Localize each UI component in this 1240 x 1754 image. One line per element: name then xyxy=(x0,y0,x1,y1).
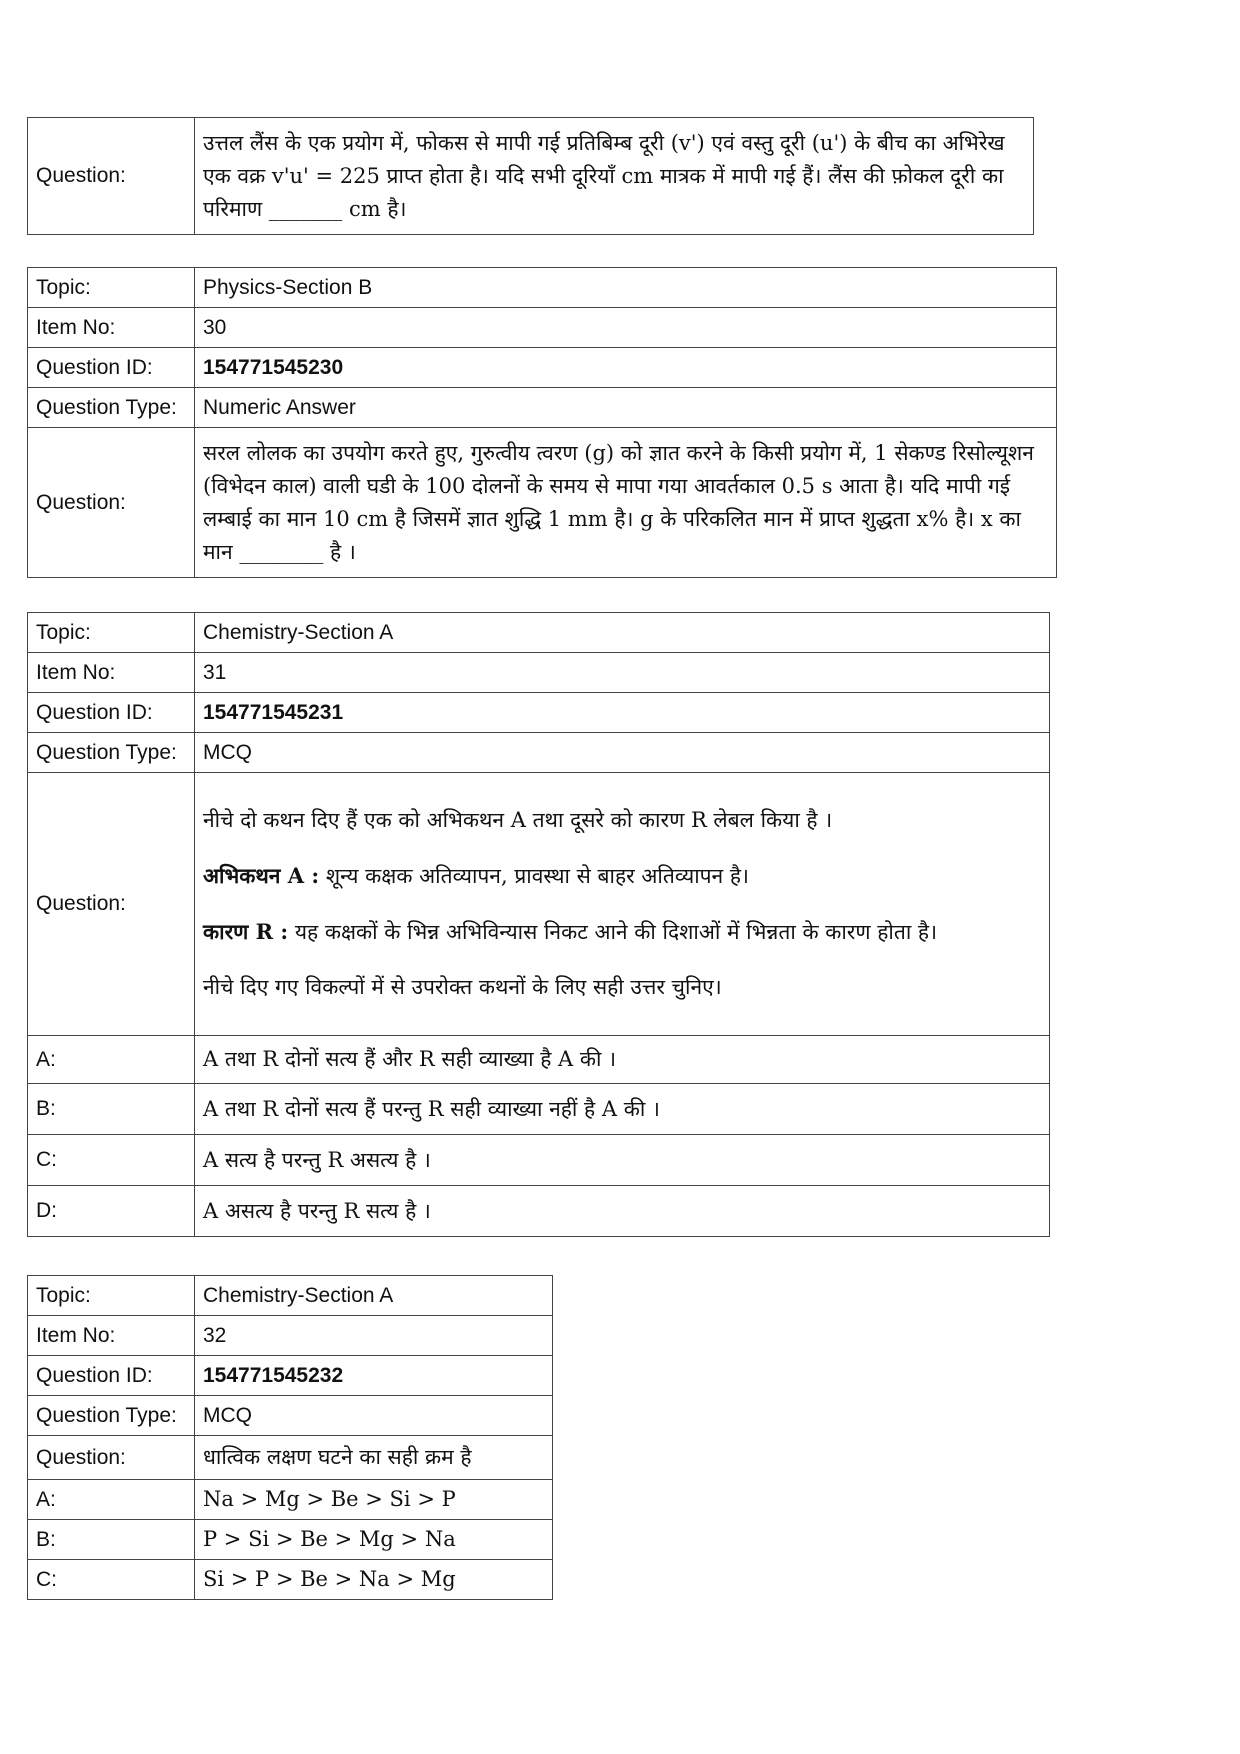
option-a-text: A तथा R दोनों सत्य हैं और R सही व्याख्या है A की । xyxy=(195,1036,1050,1084)
question-type-label: Question Type: xyxy=(28,733,195,773)
topic-row xyxy=(28,268,1057,308)
question-type-value: MCQ xyxy=(195,733,1050,773)
question-id-value: 154771545230 xyxy=(195,348,1057,388)
reason-text: यह कक्षकों के भिन्न अभिविन्यास निकट आने की दिशाओं में भिन्नता के कारण होता है। xyxy=(294,920,938,944)
question-id-label: Question ID: xyxy=(28,348,195,388)
question-label: Question: xyxy=(28,1436,195,1480)
topic-row xyxy=(28,1276,553,1316)
reason-label: कारण R : xyxy=(203,919,289,944)
question-type-row xyxy=(28,1396,553,1436)
question-id-row xyxy=(28,1356,553,1396)
topic-value: Physics-Section B xyxy=(195,268,1057,308)
option-b-text: A तथा R दोनों सत्य हैं परन्तु R सही व्याख्या नहीं है A की । xyxy=(195,1084,1050,1135)
question-id-row xyxy=(28,693,1050,733)
option-a-label: A: xyxy=(28,1480,195,1520)
topic-value: Chemistry-Section A xyxy=(195,613,1050,653)
question-type-row xyxy=(28,733,1050,773)
question-type-value: MCQ xyxy=(195,1396,553,1436)
question-id-label: Question ID: xyxy=(28,693,195,733)
item-no-value: 30 xyxy=(195,308,1057,348)
reason-statement xyxy=(203,915,1041,949)
item-no-label: Item No: xyxy=(28,653,195,693)
question-32-table xyxy=(27,1275,553,1600)
question-outro: नीचे दिए गए विकल्पों में से उपरोक्त कथनों के लिए सही उत्तर चुनिए। xyxy=(203,975,722,999)
question-text: उत्तल लैंस के एक प्रयोग में, फोकस से मापी गई प्रतिबिम्ब दूरी (v') एवं वस्तु दूरी (u') के बीच का अभिरेख एक वक्र v'u' = 225 प्राप्त होता है। यदि सभी दूरियाँ cm मात्रक में मापी गई हैं। लैंस की फ़ोकल दूरी का परिमाण _______ cm है। xyxy=(195,118,1034,235)
question-type-row xyxy=(28,388,1057,428)
option-a-row xyxy=(28,1480,553,1520)
option-c-row xyxy=(28,1560,553,1600)
option-a-label: A: xyxy=(28,1036,195,1084)
topic-label: Topic: xyxy=(28,613,195,653)
assertion-label: अभिकथन A : xyxy=(203,863,320,888)
question-intro: नीचे दो कथन दिए हैं एक को अभिकथन A तथा दूसरे को कारण R लेबल किया है । xyxy=(203,808,833,832)
question-row xyxy=(28,773,1050,1036)
option-b-label: B: xyxy=(28,1520,195,1560)
question-id-value: 154771545232 xyxy=(195,1356,553,1396)
assertion-statement xyxy=(203,859,1041,893)
question-id-label: Question ID: xyxy=(28,1356,195,1396)
item-no-row xyxy=(28,1316,553,1356)
question-id-row xyxy=(28,348,1057,388)
option-b-row xyxy=(28,1084,1050,1135)
question-30-table xyxy=(27,267,1057,578)
assertion-text: शून्य कक्षक अतिव्यापन, प्रावस्था से बाहर अतिव्यापन है। xyxy=(325,864,750,888)
option-b-label: B: xyxy=(28,1084,195,1135)
option-d-row xyxy=(28,1186,1050,1237)
question-label: Question: xyxy=(28,118,195,235)
question-31-table xyxy=(27,612,1050,1237)
question-text: सरल लोलक का उपयोग करते हुए, गुरुत्वीय त्वरण (g) को ज्ञात करने के किसी प्रयोग में, 1 सेकण्ड रिसोल्यूशन (विभेदन काल) वाली घडी के 100 दोलनों के समय से मापा गया आवर्तकाल 0.5 s आता है। यदि मापी गई लम्बाई का मान 10 cm है जिसमें ज्ञात शुद्धि 1 mm है। g के परिकलित मान में प्राप्त शुद्धता x% है। x का मान ________ है । xyxy=(195,428,1057,578)
option-a-row xyxy=(28,1036,1050,1084)
item-no-row xyxy=(28,653,1050,693)
question-text: धात्विक लक्षण घटने का सही क्रम है xyxy=(195,1436,553,1480)
option-c-row xyxy=(28,1135,1050,1186)
item-no-label: Item No: xyxy=(28,1316,195,1356)
option-a-text: Na > Mg > Be > Si > P xyxy=(195,1480,553,1520)
question-label: Question: xyxy=(28,428,195,578)
item-no-row xyxy=(28,308,1057,348)
question-row xyxy=(28,428,1057,578)
option-d-text: A असत्य है परन्तु R सत्य है । xyxy=(195,1186,1050,1237)
question-id-value: 154771545231 xyxy=(195,693,1050,733)
question-row xyxy=(28,1436,553,1480)
option-d-label: D: xyxy=(28,1186,195,1237)
topic-row xyxy=(28,613,1050,653)
topic-value: Chemistry-Section A xyxy=(195,1276,553,1316)
topic-label: Topic: xyxy=(28,1276,195,1316)
topic-label: Topic: xyxy=(28,268,195,308)
option-c-label: C: xyxy=(28,1560,195,1600)
item-no-value: 31 xyxy=(195,653,1050,693)
option-c-text: Si > P > Be > Na > Mg xyxy=(195,1560,553,1600)
question-type-value: Numeric Answer xyxy=(195,388,1057,428)
question-type-label: Question Type: xyxy=(28,1396,195,1436)
question-row xyxy=(28,118,1034,235)
question-body xyxy=(195,773,1050,1036)
option-c-label: C: xyxy=(28,1135,195,1186)
option-b-row xyxy=(28,1520,553,1560)
question-label: Question: xyxy=(28,773,195,1036)
question-29-table xyxy=(27,117,1034,235)
item-no-value: 32 xyxy=(195,1316,553,1356)
question-type-label: Question Type: xyxy=(28,388,195,428)
item-no-label: Item No: xyxy=(28,308,195,348)
option-b-text: P > Si > Be > Mg > Na xyxy=(195,1520,553,1560)
option-c-text: A सत्य है परन्तु R असत्य है । xyxy=(195,1135,1050,1186)
